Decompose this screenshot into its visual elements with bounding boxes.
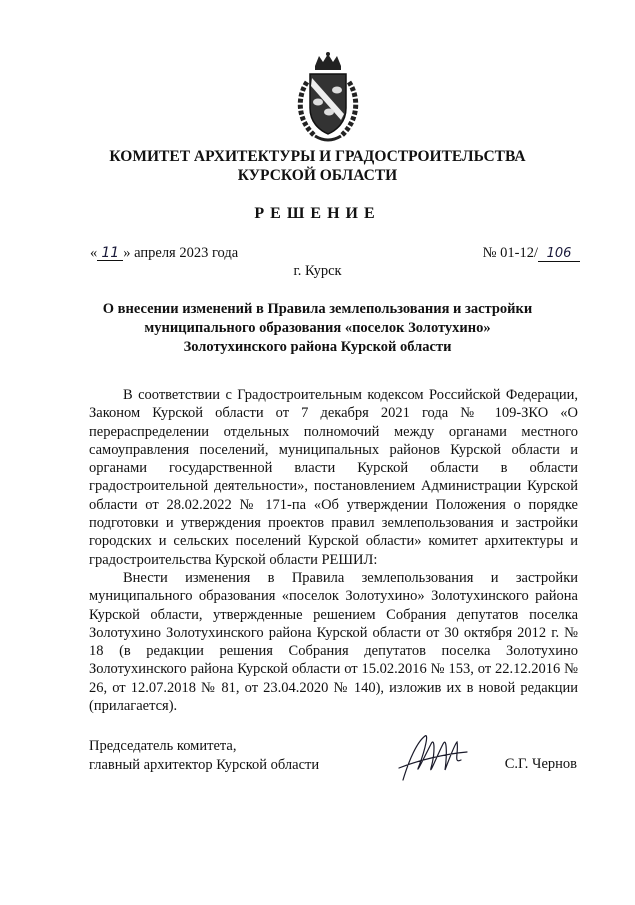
- signatory-name: С.Г. Чернов: [504, 756, 577, 772]
- organization-name-line2: КУРСКОЙ ОБЛАСТИ: [237, 167, 398, 184]
- document-subject: [60, 300, 575, 357]
- document-number: [483, 245, 580, 262]
- signatory-position-line1: Председатель комитета,: [89, 738, 237, 754]
- document-type: РЕШЕНИЕ: [254, 205, 381, 222]
- document-number-prefix: № 01-12/: [482, 245, 538, 261]
- body-paragraph-1: В соответствии с Градостроительным кодексом Российской Федерации, Законом Курской области от 7 декабря 2021 года № 109-ЗКО «О перераспределении отдельных полномочий между органами местного самоуправления поселений, муниципальных районов Курской области и органами государственной власти Курской области в области градостроительной деятельности», постановлением Администрации Курской области от 28.02.2022 № 171-па «Об утверждении Положения о порядке подготовки и утверждения проектов правил землепользования и застройки городских и сельских поселений Курской области» комитет архитектуры и градостроительства Курской области РЕШИЛ:: [89, 387, 578, 568]
- organization-name: [0, 147, 635, 185]
- organization-name-line1: КОМИТЕТ АРХИТЕКТУРЫ И ГРАДОСТРОИТЕЛЬСТВА: [109, 148, 526, 165]
- handwritten-signature-icon: [395, 730, 470, 785]
- signatory-position: [89, 737, 319, 775]
- coat-of-arms-icon: [293, 52, 363, 144]
- subject-line2: муниципального образования «поселок Золотухино»: [144, 320, 491, 336]
- date-rest: » апреля 2023 года: [123, 245, 239, 261]
- date-open-quote: «: [90, 245, 98, 261]
- subject-line1: О внесении изменений в Правила землепользования и застройки: [102, 301, 533, 317]
- subject-line3: Золотухинского района Курской области: [183, 339, 452, 355]
- date-day-handwritten: 11: [97, 246, 123, 261]
- body-paragraph-2: Внести изменения в Правила землепользования и застройки муниципального образования «поселок Золотухино» Золотухинского района Курской области, утвержденные решением Собрания депутатов поселка Золотухино Золотухинского района Курской области от 30 октября 2012 г. № 18 (в редакции решения Собрания депутатов поселка Золотухино Золотухинского района Курской области от 15.02.2016 № 153, от 22.12.2016 № 26, от 12.07.2018 № 81, от 23.04.2020 № 140), изложив их в новой редакции (прилагается).: [89, 569, 578, 715]
- document-body: [89, 386, 578, 715]
- document-date: [90, 245, 238, 262]
- signatory-position-line2: главный архитектор Курской области: [89, 757, 320, 773]
- document-city: г. Курск: [293, 263, 342, 279]
- document-number-handwritten: 106: [538, 247, 580, 262]
